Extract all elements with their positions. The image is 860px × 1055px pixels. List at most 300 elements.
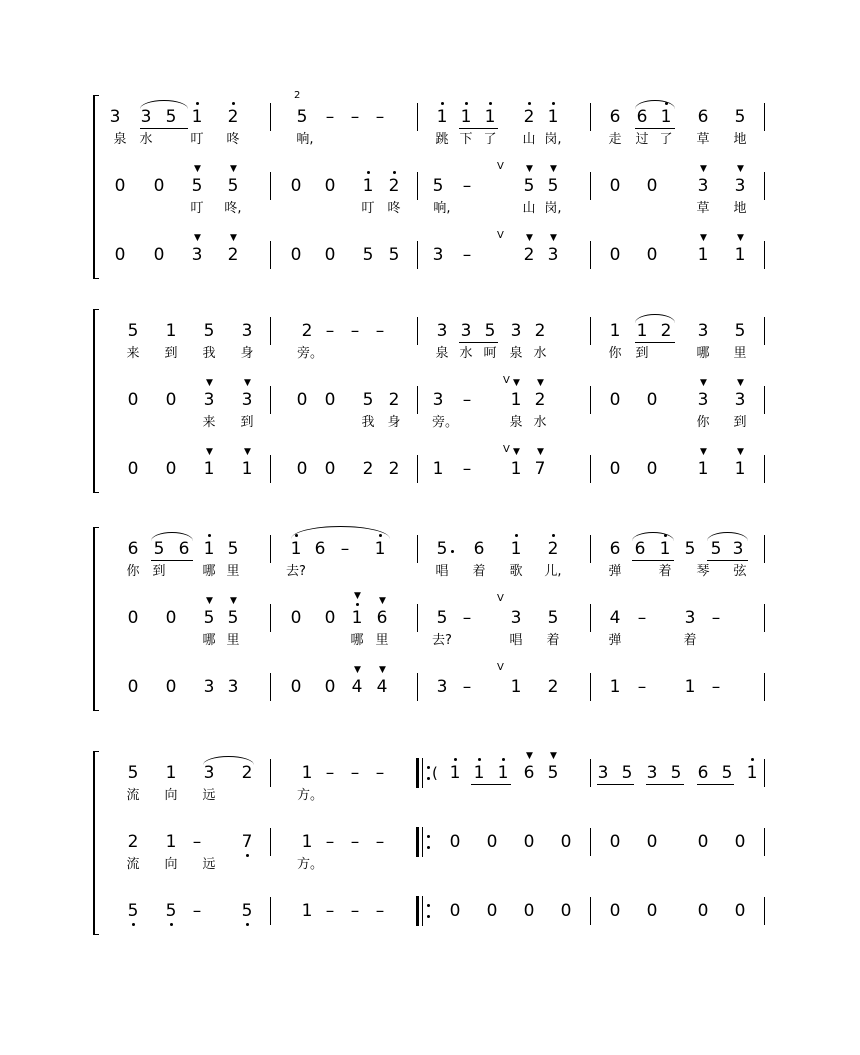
- note: 5: [165, 107, 177, 127]
- dash-mark: –: [375, 321, 385, 341]
- note: 3: [241, 390, 253, 410]
- note: 1: [203, 459, 215, 479]
- lyric: 弹: [608, 564, 622, 579]
- bar-line: [270, 241, 271, 269]
- note: 0: [697, 832, 709, 852]
- note: 0: [486, 832, 498, 852]
- note: 3: [191, 245, 203, 265]
- note: 3: [697, 390, 709, 410]
- accent-mark: ▼: [206, 447, 213, 457]
- octave-dot: [208, 534, 211, 537]
- note: 1: [165, 832, 177, 852]
- accent-mark: ▼: [206, 378, 213, 388]
- note: 0: [609, 245, 621, 265]
- slur: [151, 532, 193, 541]
- accent-mark: ▼: [537, 447, 544, 457]
- note: 1: [301, 832, 313, 852]
- lyric: 了: [659, 132, 673, 147]
- system-brace: [93, 751, 99, 935]
- lyric: 里: [733, 346, 747, 361]
- repeat-dot: [427, 835, 430, 838]
- note: 2: [534, 390, 546, 410]
- note: 5: [127, 901, 139, 921]
- lyric: 叮: [190, 201, 204, 216]
- note: 0: [646, 832, 658, 852]
- note: 0: [646, 459, 658, 479]
- accent-mark: ▼: [354, 591, 361, 601]
- accent-mark: ▼: [700, 164, 707, 174]
- note: 1: [609, 677, 621, 697]
- note: 7: [241, 832, 253, 852]
- accent-mark: ▼: [550, 751, 557, 761]
- note: 5: [547, 608, 559, 628]
- note: 2: [388, 459, 400, 479]
- note: 0: [523, 832, 535, 852]
- lyric: 到: [152, 564, 166, 579]
- dash-mark: –: [462, 245, 472, 265]
- bar-line: [270, 172, 271, 200]
- note: 6: [609, 539, 621, 559]
- note: 2: [547, 539, 559, 559]
- note: 0: [165, 459, 177, 479]
- lyric: 身: [387, 415, 401, 430]
- bar-line: [764, 386, 765, 414]
- dash-mark: –: [462, 390, 472, 410]
- repeat-dot: [427, 777, 430, 780]
- note: 3: [109, 107, 121, 127]
- note: 0: [127, 608, 139, 628]
- bar-line: [417, 673, 418, 701]
- accent-mark: ▼: [550, 164, 557, 174]
- octave-dot: [356, 603, 359, 606]
- repeat-bar: [422, 827, 423, 857]
- lyric: 咚: [387, 201, 401, 216]
- note: 0: [646, 245, 658, 265]
- note: 2: [547, 677, 559, 697]
- note: 0: [324, 245, 336, 265]
- lyric: 到: [164, 346, 178, 361]
- note: 3: [734, 176, 746, 196]
- dash-mark: –: [711, 608, 721, 628]
- note: 1: [547, 107, 559, 127]
- bar-line: [270, 604, 271, 632]
- accent-mark: ▼: [513, 378, 520, 388]
- note: 0: [609, 901, 621, 921]
- note: 1: [290, 539, 302, 559]
- lyric: 旁。: [297, 346, 324, 361]
- note: 3: [241, 321, 253, 341]
- accent-mark: ▼: [206, 596, 213, 606]
- bar-line: [270, 103, 271, 131]
- lyric: 去?: [286, 564, 306, 579]
- note: 5: [710, 539, 722, 559]
- note: 3: [227, 677, 239, 697]
- accent-mark: ▼: [379, 665, 386, 675]
- octave-dot: [246, 854, 249, 857]
- dash-mark: –: [325, 107, 335, 127]
- bar-line: [764, 897, 765, 925]
- note: 0: [290, 245, 302, 265]
- lyric: 跳: [435, 132, 449, 147]
- accent-mark: ▼: [513, 447, 520, 457]
- note: 1: [165, 763, 177, 783]
- note: 1: [449, 763, 461, 783]
- lyric: 着: [472, 564, 486, 579]
- grace-note: 2: [294, 90, 301, 101]
- beam-underline: [635, 128, 675, 129]
- lyric: 水: [533, 415, 547, 430]
- lyric: 我: [361, 415, 375, 430]
- dash-mark: –: [462, 677, 472, 697]
- lyric: 草: [696, 132, 710, 147]
- note: 5: [436, 539, 448, 559]
- accent-mark: ▼: [700, 447, 707, 457]
- bar-line: [417, 241, 418, 269]
- lyric: 唱: [509, 633, 523, 648]
- lyric: 下: [459, 132, 473, 147]
- note: 0: [486, 901, 498, 921]
- lyric: 水: [533, 346, 547, 361]
- lyric: 里: [226, 564, 240, 579]
- bar-line: [270, 828, 271, 856]
- breath-mark: V: [497, 662, 504, 673]
- lyric: 地: [733, 132, 747, 147]
- note: 1: [432, 459, 444, 479]
- lyric: 到: [733, 415, 747, 430]
- note: 0: [290, 176, 302, 196]
- accent-mark: ▼: [230, 233, 237, 243]
- note: 0: [290, 608, 302, 628]
- bar-line: [764, 759, 765, 787]
- bar-line: [590, 455, 591, 483]
- note: 3: [510, 321, 522, 341]
- bar-line: [270, 386, 271, 414]
- lyric: 去?: [432, 633, 452, 648]
- note: 4: [376, 677, 388, 697]
- note: 0: [290, 677, 302, 697]
- lyric: 歌: [509, 564, 523, 579]
- note: 5: [127, 763, 139, 783]
- note: 0: [153, 176, 165, 196]
- accent-mark: ▼: [526, 233, 533, 243]
- note: 5: [547, 176, 559, 196]
- lyric: 过: [635, 132, 649, 147]
- lyric: 哪: [202, 633, 216, 648]
- dash-mark: –: [350, 832, 360, 852]
- note: 0: [324, 390, 336, 410]
- beam-underline: [459, 128, 498, 129]
- lyric: 里: [375, 633, 389, 648]
- octave-dot: [454, 758, 457, 761]
- note: 5: [203, 321, 215, 341]
- note: 0: [127, 677, 139, 697]
- note: 0: [609, 832, 621, 852]
- note: 5: [432, 176, 444, 196]
- bar-line: [590, 241, 591, 269]
- lyric: 草: [696, 201, 710, 216]
- open-paren: (: [432, 764, 438, 782]
- bar-line: [590, 317, 591, 345]
- octave-dot: [196, 102, 199, 105]
- lyric: 走: [608, 132, 622, 147]
- lyric: 着: [546, 633, 560, 648]
- repeat-bar: [422, 758, 423, 788]
- accent-mark: ▼: [700, 233, 707, 243]
- note: 3: [203, 677, 215, 697]
- repeat-bar: [416, 827, 425, 857]
- dash-mark: –: [462, 608, 472, 628]
- octave-dot: [489, 102, 492, 105]
- note: 2: [388, 176, 400, 196]
- dash-mark: –: [192, 832, 202, 852]
- slur: [635, 314, 675, 323]
- lyric: 方。: [297, 788, 324, 803]
- lyric: 来: [202, 415, 216, 430]
- note: 6: [609, 107, 621, 127]
- note: 3: [203, 763, 215, 783]
- note: 4: [351, 677, 363, 697]
- note: 6: [634, 539, 646, 559]
- note: 2: [362, 459, 374, 479]
- octave-dot: [515, 534, 518, 537]
- note: 4: [609, 608, 621, 628]
- bar-line: [270, 673, 271, 701]
- lyric: 着: [658, 564, 672, 579]
- lyric: 响,: [433, 201, 451, 216]
- note: 1: [636, 321, 648, 341]
- note: 5: [227, 176, 239, 196]
- system-brace: [93, 527, 99, 711]
- note: 5: [734, 107, 746, 127]
- lyric: 水: [139, 132, 153, 147]
- note: 5: [227, 539, 239, 559]
- lyric: 咚: [226, 132, 240, 147]
- note: 3: [646, 763, 658, 783]
- note: 3: [697, 176, 709, 196]
- lyric: 叮: [190, 132, 204, 147]
- note: 1: [436, 107, 448, 127]
- lyric: 向: [164, 788, 178, 803]
- lyric: 水: [459, 346, 473, 361]
- note: 1: [351, 608, 363, 628]
- note: 0: [324, 608, 336, 628]
- note: 0: [114, 176, 126, 196]
- note: 3: [432, 390, 444, 410]
- note: 0: [324, 176, 336, 196]
- accent-mark: ▼: [230, 164, 237, 174]
- bar-line: [417, 103, 418, 131]
- dash-mark: –: [375, 901, 385, 921]
- accent-mark: ▼: [244, 447, 251, 457]
- note: 0: [523, 901, 535, 921]
- lyric: 哪: [202, 564, 216, 579]
- note: 1: [510, 539, 522, 559]
- note: 0: [734, 901, 746, 921]
- octave-dot: [232, 102, 235, 105]
- note: 7: [534, 459, 546, 479]
- bar-line: [417, 455, 418, 483]
- note: 1: [460, 107, 472, 127]
- octave-dot: [393, 171, 396, 174]
- accent-mark: ▼: [526, 164, 533, 174]
- bar-line: [270, 535, 271, 563]
- note: 1: [697, 459, 709, 479]
- bar-line: [270, 455, 271, 483]
- note: 0: [127, 390, 139, 410]
- dash-mark: –: [325, 901, 335, 921]
- note: 1: [609, 321, 621, 341]
- note: 1: [734, 245, 746, 265]
- accent-mark: ▼: [737, 447, 744, 457]
- lyric: 远: [202, 788, 216, 803]
- note: 1: [362, 176, 374, 196]
- octave-dot: [552, 534, 555, 537]
- note: 0: [296, 459, 308, 479]
- bar-line: [764, 535, 765, 563]
- dash-mark: –: [350, 321, 360, 341]
- octave-dot: [502, 758, 505, 761]
- note: 5: [127, 321, 139, 341]
- system-brace: [93, 309, 99, 493]
- lyric: 响,: [296, 132, 314, 147]
- note: 5: [523, 176, 535, 196]
- bar-line: [417, 386, 418, 414]
- beam-underline: [632, 560, 674, 561]
- lyric: 泉: [435, 346, 449, 361]
- note: 1: [165, 321, 177, 341]
- bar-line: [590, 759, 591, 787]
- octave-dot: [132, 923, 135, 926]
- repeat-dot: [427, 915, 430, 918]
- dash-mark: –: [375, 763, 385, 783]
- note: 5: [203, 608, 215, 628]
- lyric: 地: [733, 201, 747, 216]
- dash-mark: –: [375, 107, 385, 127]
- note: 3: [732, 539, 744, 559]
- note: 5: [153, 539, 165, 559]
- note: 6: [636, 107, 648, 127]
- bar-line: [764, 455, 765, 483]
- lyric: 咚,: [224, 201, 242, 216]
- note: 3: [203, 390, 215, 410]
- accent-mark: ▼: [737, 378, 744, 388]
- note: 1: [241, 459, 253, 479]
- note: 0: [609, 459, 621, 479]
- note: 5: [484, 321, 496, 341]
- accent-mark: ▼: [230, 596, 237, 606]
- note: 0: [697, 901, 709, 921]
- lyric: 弦: [733, 564, 747, 579]
- note: 3: [734, 390, 746, 410]
- note: 0: [324, 459, 336, 479]
- dash-mark: –: [375, 832, 385, 852]
- bar-line: [764, 317, 765, 345]
- lyric: 你: [696, 415, 710, 430]
- note: 5: [362, 245, 374, 265]
- slur: [707, 532, 748, 541]
- breath-mark: V: [503, 444, 510, 455]
- note: 5: [734, 321, 746, 341]
- note: 5: [296, 107, 308, 127]
- note: 1: [510, 459, 522, 479]
- note: 6: [127, 539, 139, 559]
- lyric: 了: [483, 132, 497, 147]
- bar-line: [270, 317, 271, 345]
- note: 5: [436, 608, 448, 628]
- beam-underline: [646, 784, 684, 785]
- lyric: 山: [522, 201, 536, 216]
- note: 0: [609, 390, 621, 410]
- bar-line: [764, 604, 765, 632]
- accent-mark: ▼: [526, 751, 533, 761]
- note: 6: [697, 763, 709, 783]
- note: 5: [227, 608, 239, 628]
- dash-mark: –: [325, 832, 335, 852]
- dash-mark: –: [350, 763, 360, 783]
- note: 0: [165, 608, 177, 628]
- breath-mark: V: [497, 161, 504, 172]
- lyric: 唱: [435, 564, 449, 579]
- accent-mark: ▼: [537, 378, 544, 388]
- dash-mark: –: [462, 459, 472, 479]
- slur: [632, 532, 674, 541]
- breath-mark: V: [497, 593, 504, 604]
- bar-line: [764, 673, 765, 701]
- dash-mark: –: [711, 677, 721, 697]
- beam-underline: [459, 342, 498, 343]
- note: 6: [178, 539, 190, 559]
- beam-underline: [140, 128, 188, 129]
- lyric: 岗,: [544, 201, 562, 216]
- bar-line: [417, 604, 418, 632]
- bar-line: [764, 103, 765, 131]
- repeat-dot: [427, 846, 430, 849]
- octave-dot: [552, 102, 555, 105]
- note: 1: [301, 901, 313, 921]
- note: 1: [684, 677, 696, 697]
- octave-dot: [246, 923, 249, 926]
- note: 3: [432, 245, 444, 265]
- lyric: 着: [683, 633, 697, 648]
- beam-underline: [635, 342, 675, 343]
- lyric: 泉: [509, 415, 523, 430]
- note: 1: [510, 390, 522, 410]
- note: 2: [241, 763, 253, 783]
- note: 0: [114, 245, 126, 265]
- bar-line: [270, 897, 271, 925]
- bar-line: [590, 604, 591, 632]
- lyric: 身: [240, 346, 254, 361]
- note: 3: [547, 245, 559, 265]
- note: 0: [646, 176, 658, 196]
- beam-underline: [697, 784, 734, 785]
- slur: [291, 526, 390, 539]
- beam-underline: [707, 560, 748, 561]
- note: 3: [436, 677, 448, 697]
- note: 2: [301, 321, 313, 341]
- bar-line: [590, 897, 591, 925]
- note: 1: [697, 245, 709, 265]
- note: 0: [296, 390, 308, 410]
- lyric: 泉: [113, 132, 127, 147]
- note: 6: [376, 608, 388, 628]
- note: 0: [324, 677, 336, 697]
- bar-line: [590, 673, 591, 701]
- note: 5: [362, 390, 374, 410]
- note: 2: [523, 245, 535, 265]
- lyric: 来: [126, 346, 140, 361]
- octave-dot: [478, 758, 481, 761]
